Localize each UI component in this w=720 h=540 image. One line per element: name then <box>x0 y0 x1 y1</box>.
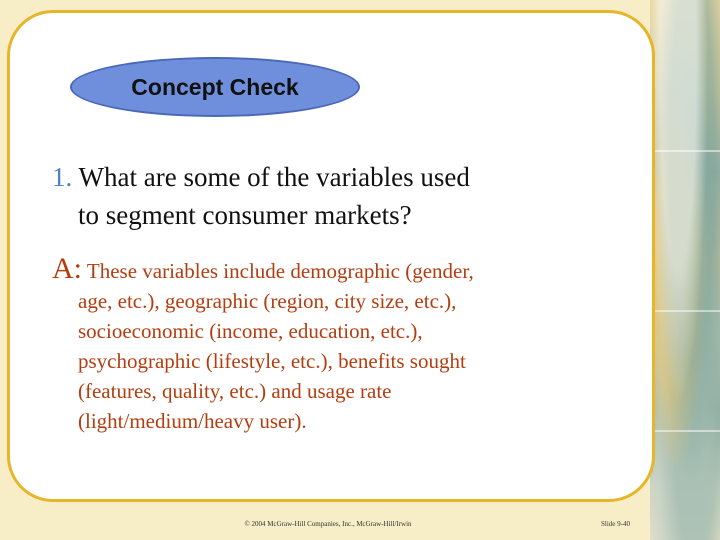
answer-line-4: psychographic (lifestyle, etc.), benefits sought <box>78 349 466 373</box>
question-line-2: to segment consumer markets? <box>78 200 412 230</box>
answer-line-5: (features, quality, etc.) and usage rate <box>78 379 392 403</box>
question-block <box>52 158 632 234</box>
slide-number: Slide 9-40 <box>601 520 630 528</box>
answer-line-3: socioeconomic (income, education, etc.), <box>78 319 423 343</box>
decorative-side-artwork <box>650 0 720 540</box>
answer-block <box>52 254 637 436</box>
answer-line-6: (light/medium/heavy user). <box>78 409 307 433</box>
question-number: 1. <box>52 162 73 192</box>
copyright-footer: © 2004 McGraw-Hill Companies, Inc., McGraw-Hill/Irwin <box>244 520 412 528</box>
answer-line <box>52 254 637 286</box>
answer-line-2: age, etc.), geographic (region, city size, etc.), <box>78 289 457 313</box>
concept-check-badge <box>70 57 360 117</box>
answer-marker: A: <box>52 252 82 285</box>
question-line-1: What are some of the variables used <box>72 162 470 192</box>
answer-line-1: These variables include demographic (gender, <box>82 259 474 283</box>
concept-check-label: Concept Check <box>131 73 299 100</box>
